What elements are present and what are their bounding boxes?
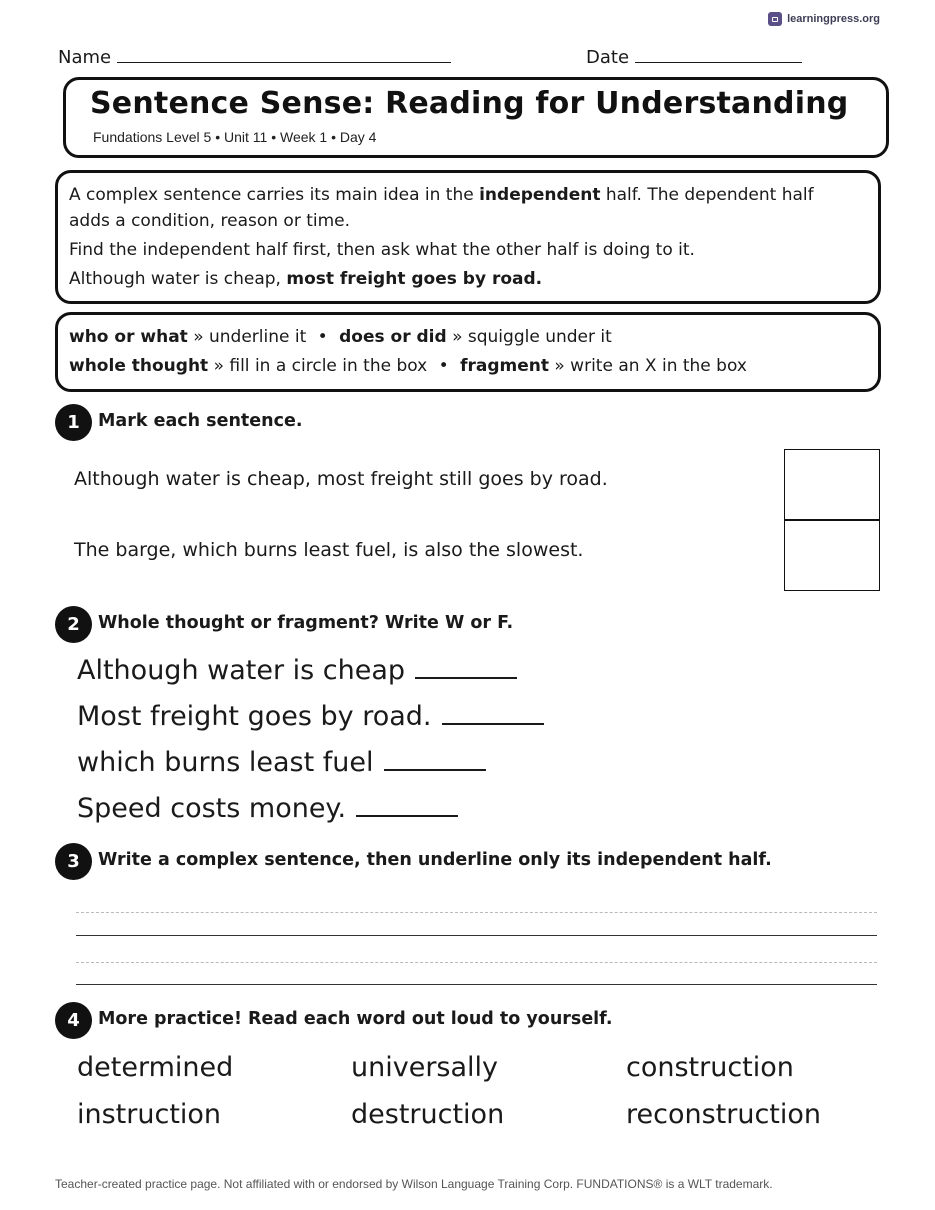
question-prompt: Write a complex sentence, then underline only its independent half.	[98, 850, 772, 870]
answer-box[interactable]	[784, 449, 880, 520]
page-subtitle: Fundations Level 5 • Unit 11 • Week 1 • Day 4	[93, 129, 377, 145]
practice-word: reconstruction	[626, 1099, 822, 1130]
info-line-3: Find the independent half first, then ask what the other half is doing to it.	[69, 240, 695, 260]
legend-term: fragment	[460, 356, 549, 376]
legend-row-2: whole thought » fill in a circle in the box • fragment » write an X in the box	[69, 356, 747, 376]
answer-box[interactable]	[784, 520, 880, 591]
date-label: Date	[586, 47, 630, 68]
question-number: 4	[55, 1002, 92, 1039]
name-line[interactable]	[117, 49, 451, 63]
date-field[interactable]	[586, 47, 802, 68]
legend-separator: •	[438, 356, 449, 376]
page-title: Sentence Sense: Reading for Understanding	[90, 86, 849, 121]
practice-word: universally	[351, 1052, 499, 1083]
answer-blank[interactable]	[384, 751, 486, 771]
writing-guide-dashed	[76, 912, 877, 913]
practice-word: construction	[626, 1052, 794, 1083]
mark-sentence[interactable]: The barge, which burns least fuel, is also the slowest.	[74, 539, 584, 561]
practice-word: instruction	[77, 1099, 222, 1130]
legend-term: whole thought	[69, 356, 209, 376]
example-independent: most freight goes by road.	[286, 269, 543, 289]
practice-word: determined	[77, 1052, 234, 1083]
answer-blank[interactable]	[442, 705, 544, 725]
brand-text: learningpress.org	[787, 13, 880, 25]
name-field[interactable]	[58, 47, 451, 68]
legend-term: does or did	[339, 327, 447, 347]
question-number: 1	[55, 404, 92, 441]
writing-line[interactable]	[76, 984, 877, 985]
legend-separator: •	[317, 327, 328, 347]
wf-item: Although water is cheap	[77, 655, 517, 686]
brand-link[interactable]	[768, 12, 880, 26]
info-line-1: A complex sentence carries its main idea in the independent half. The dependent half	[69, 185, 814, 205]
info-example: Although water is cheap, most freight goes by road.	[69, 269, 543, 289]
legend-term: who or what	[69, 327, 188, 347]
independent-term: independent	[479, 185, 601, 205]
name-label: Name	[58, 47, 112, 68]
wf-item: Most freight goes by road.	[77, 701, 544, 732]
practice-word: destruction	[351, 1099, 505, 1130]
legend-row-1: who or what » underline it • does or did » squiggle under it	[69, 327, 612, 347]
question-number: 3	[55, 843, 92, 880]
legend-box	[55, 312, 881, 392]
question-prompt: More practice! Read each word out loud to yourself.	[98, 1009, 613, 1029]
footer-disclaimer: Teacher-created practice page. Not affiliated with or endorsed by Wilson Language Training Corp. FUNDATIONS® is a WLT trademark.	[55, 1177, 773, 1191]
folder-icon	[768, 12, 782, 26]
answer-blank[interactable]	[356, 797, 458, 817]
question-number: 2	[55, 606, 92, 643]
writing-line[interactable]	[76, 935, 877, 936]
writing-guide-dashed	[76, 962, 877, 963]
wf-item: which burns least fuel	[77, 747, 486, 778]
question-prompt: Whole thought or fragment? Write W or F.	[98, 613, 514, 633]
info-line-2: adds a condition, reason or time.	[69, 211, 351, 231]
date-line[interactable]	[635, 49, 802, 63]
answer-blank[interactable]	[415, 659, 517, 679]
question-prompt: Mark each sentence.	[98, 411, 303, 431]
mark-sentence[interactable]: Although water is cheap, most freight still goes by road.	[74, 468, 608, 490]
wf-item: Speed costs money.	[77, 793, 458, 824]
